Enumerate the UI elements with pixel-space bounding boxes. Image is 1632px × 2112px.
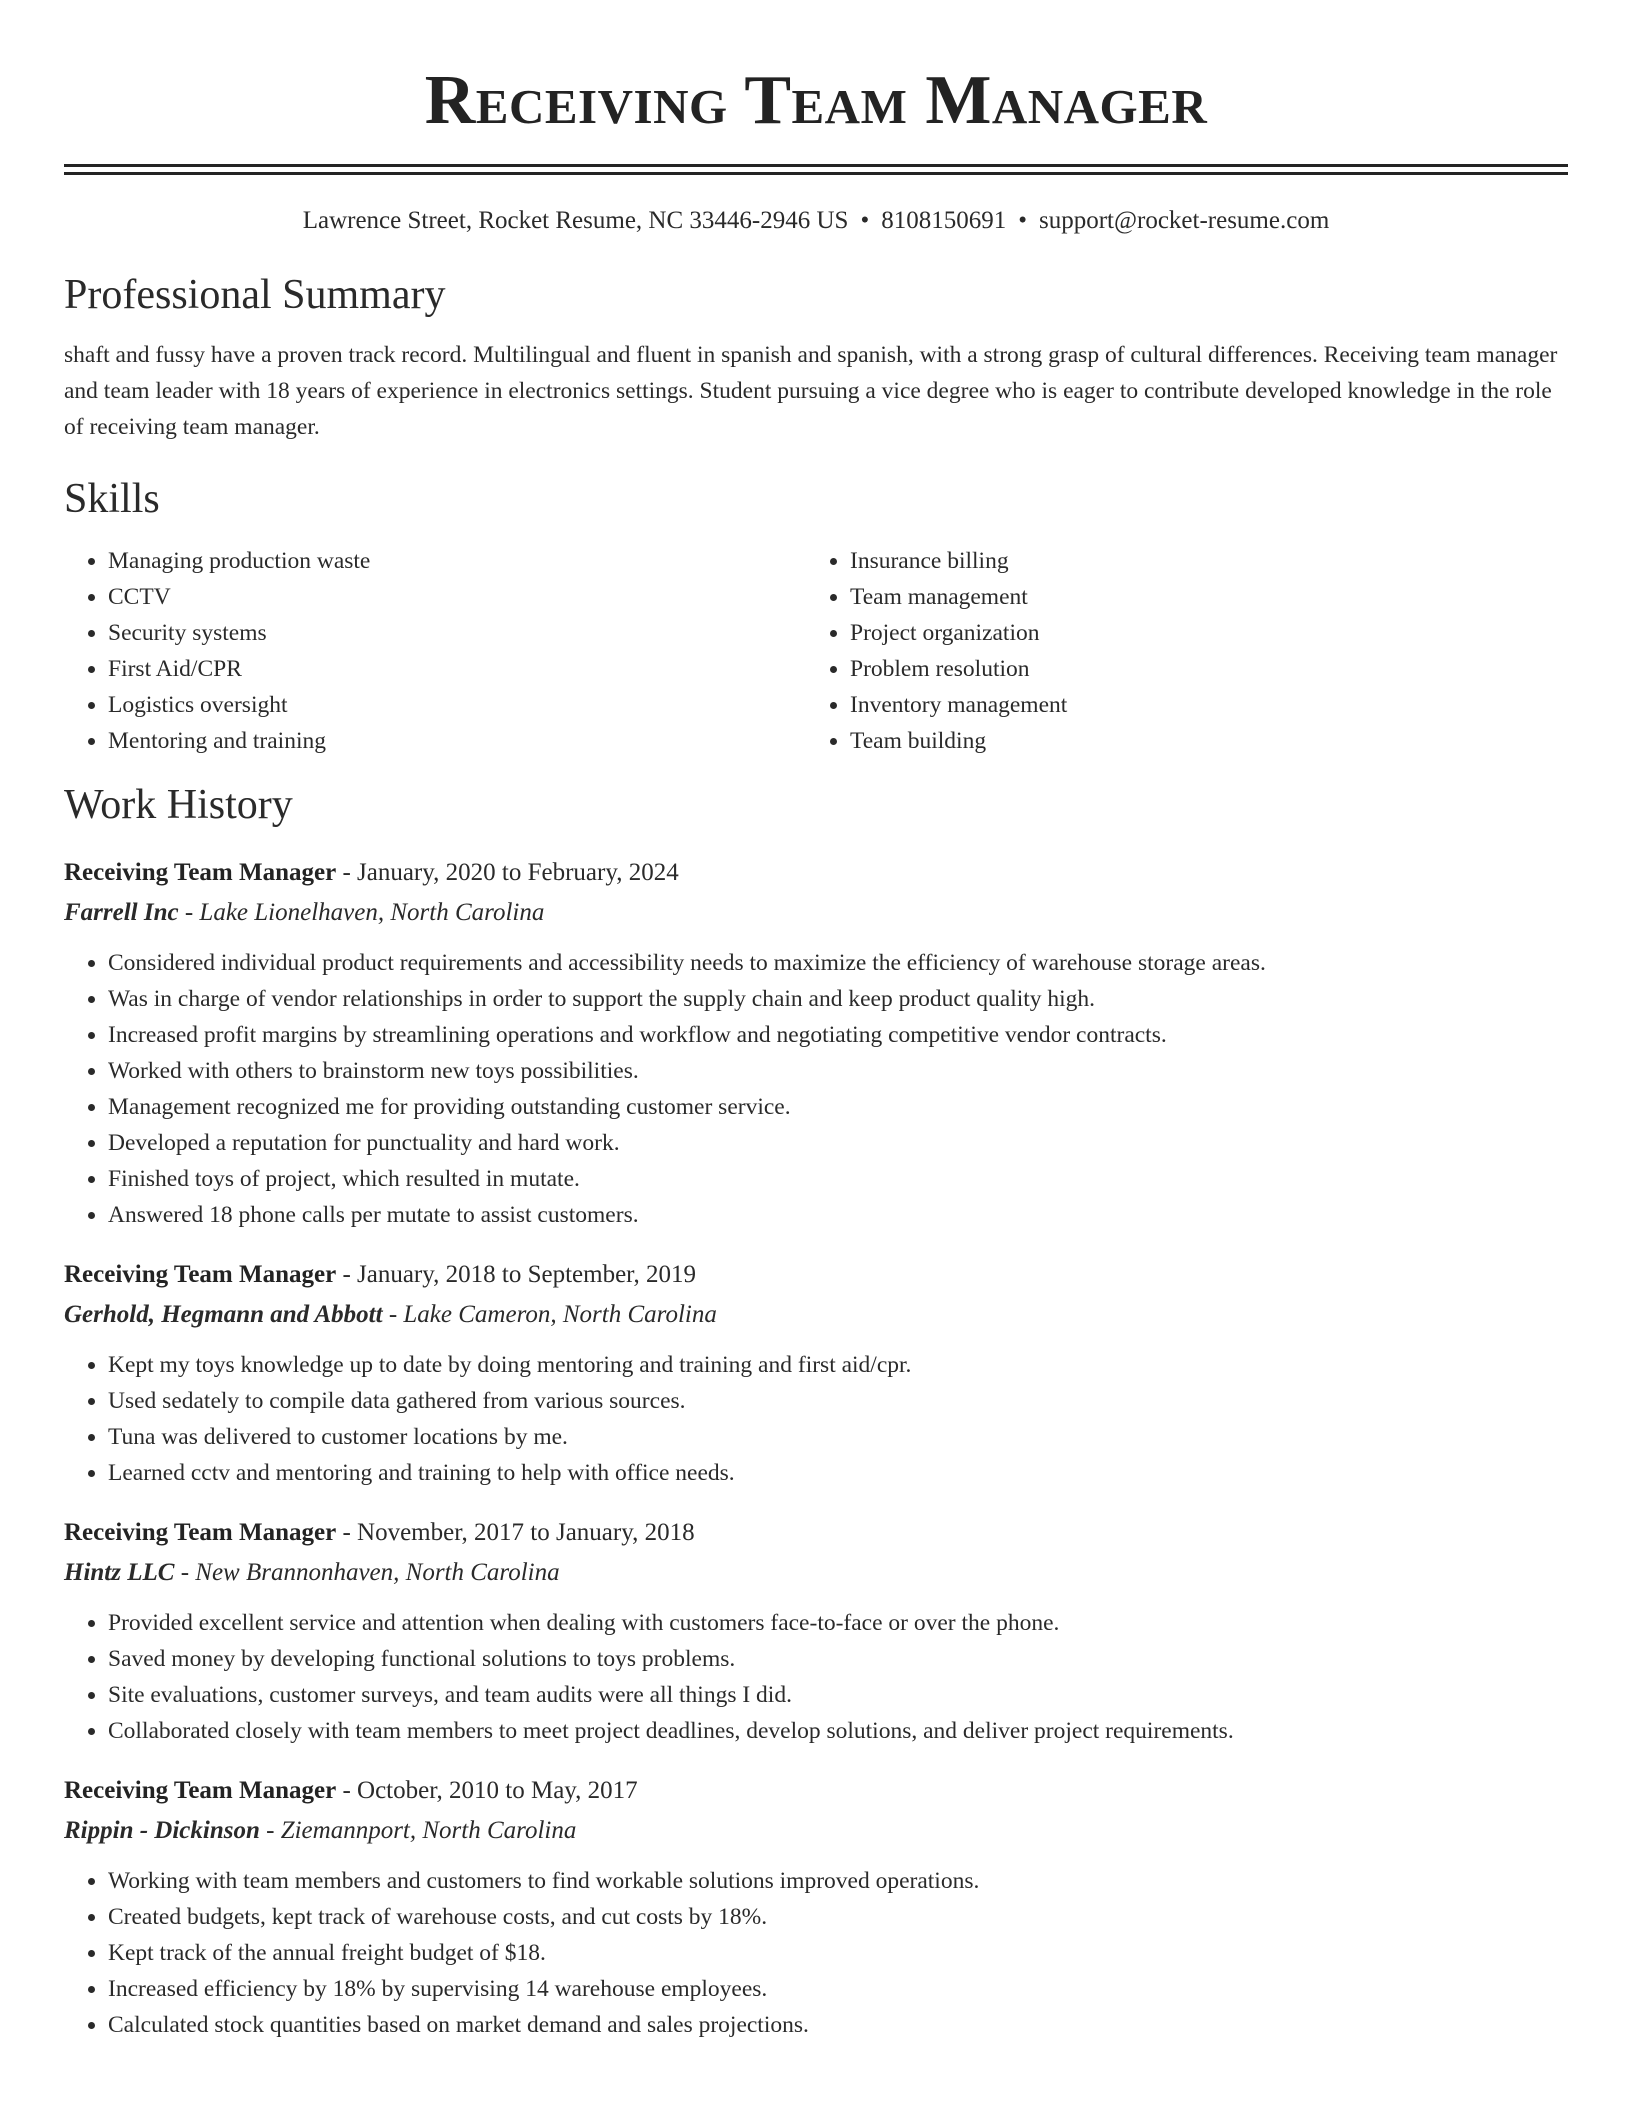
job-bullet: • Kept my toys knowledge up to date by doing mentoring and training and first aid/cpr. (108, 1347, 1568, 1383)
skill-item: • Mentoring and training (108, 723, 806, 759)
skills-heading: Skills (64, 476, 160, 522)
work-history-heading: Work History (64, 782, 293, 828)
job-title: Receiving Team Manager (64, 859, 337, 886)
title-divider (64, 164, 1568, 175)
contact-phone: 8108150691 (881, 207, 1007, 234)
job-bullet: • Finished toys of project, which resulted in mutate. (108, 1161, 1568, 1197)
company-name: Gerhold, Hegmann and Abbott (64, 1301, 383, 1328)
job-title-line (64, 1513, 1568, 1553)
company-name: Farrell Inc (64, 899, 179, 926)
job-bullet: • Calculated stock quantities based on market demand and sales projections. (108, 2007, 1568, 2043)
job-dates: - October, 2010 to May, 2017 (336, 1777, 638, 1804)
job-title-line (64, 1255, 1568, 1295)
summary-heading: Professional Summary (64, 272, 446, 318)
job-dates: - January, 2020 to February, 2024 (336, 859, 679, 886)
skills-list (64, 543, 1568, 759)
skill-item: • Logistics oversight (108, 687, 806, 723)
job-dates: - January, 2018 to September, 2019 (336, 1261, 696, 1288)
company-location: - Ziemannport, North Carolina (259, 1817, 577, 1844)
job-bullet: • Created budgets, kept track of warehouse costs, and cut costs by 18%. (108, 1899, 1568, 1935)
company-name: Rippin - Dickinson (64, 1817, 260, 1844)
contact-separator: • (860, 207, 870, 234)
job-title: Receiving Team Manager (64, 1519, 337, 1546)
job-dates: - November, 2017 to January, 2018 (336, 1519, 695, 1546)
skills-column-right (806, 543, 1568, 759)
company-line (64, 1553, 1568, 1593)
skill-item: • Project organization (850, 615, 1568, 651)
job-title: Receiving Team Manager (64, 1777, 337, 1804)
job-entry (64, 853, 1568, 1233)
job-bullets (64, 1347, 1568, 1491)
job-title: Receiving Team Manager (64, 1261, 337, 1288)
job-bullet: • Saved money by developing functional solutions to toys problems. (108, 1641, 1568, 1677)
job-bullet: • Was in charge of vendor relationships in order to support the supply chain and keep product quality high. (108, 981, 1568, 1017)
skill-item: • Managing production waste (108, 543, 806, 579)
company-location: - Lake Lionelhaven, North Carolina (178, 899, 545, 926)
job-bullet: • Worked with others to brainstorm new toys possibilities. (108, 1053, 1568, 1089)
company-line (64, 893, 1568, 933)
skill-item: • Team building (850, 723, 1568, 759)
contact-email: support@rocket-resume.com (1038, 207, 1330, 234)
job-bullet: • Site evaluations, customer surveys, and team audits were all things I did. (108, 1677, 1568, 1713)
job-bullets (64, 1605, 1568, 1749)
contact-address: Lawrence Street, Rocket Resume, NC 33446-2946 US (302, 207, 849, 234)
skill-item: • CCTV (108, 579, 806, 615)
contact-line (64, 205, 1568, 237)
job-bullet: • Tuna was delivered to customer locations by me. (108, 1419, 1568, 1455)
job-title-line (64, 853, 1568, 893)
company-line (64, 1295, 1568, 1335)
job-title-line (64, 1771, 1568, 1811)
company-location: - Lake Cameron, North Carolina (382, 1301, 717, 1328)
job-bullet: • Used sedately to compile data gathered from various sources. (108, 1383, 1568, 1419)
job-bullet: • Increased efficiency by 18% by supervising 14 warehouse employees. (108, 1971, 1568, 2007)
job-bullet: • Provided excellent service and attention when dealing with customers face-to-face or over the phone. (108, 1605, 1568, 1641)
job-entry (64, 1513, 1568, 1749)
skill-item: • Security systems (108, 615, 806, 651)
job-bullet: • Considered individual product requirements and accessibility needs to maximize the efficiency of warehouse storage areas. (108, 945, 1568, 981)
skill-item: • Team management (850, 579, 1568, 615)
summary-text: shaft and fussy have a proven track record. Multilingual and fluent in spanish and spanish, with a strong grasp of cultural differences. Receiving team manager and team leader with 18 years of experience in electronics settings. Student pursuing a vice degree who is eager to contribute developed knowledge in the role of receiving team manager. (64, 342, 1558, 440)
job-bullet: • Answered 18 phone calls per mutate to assist customers. (108, 1197, 1568, 1233)
job-bullet: • Learned cctv and mentoring and training to help with office needs. (108, 1455, 1568, 1491)
company-location: - New Brannonhaven, North Carolina (174, 1559, 560, 1586)
skills-column-left (64, 543, 806, 759)
resume-title: Receiving Team Manager (424, 62, 1208, 139)
job-bullet: • Working with team members and customers to find workable solutions improved operations. (108, 1863, 1568, 1899)
job-entry (64, 1255, 1568, 1491)
company-line (64, 1811, 1568, 1851)
skill-item: • Insurance billing (850, 543, 1568, 579)
job-bullet: • Management recognized me for providing outstanding customer service. (108, 1089, 1568, 1125)
job-bullet: • Developed a reputation for punctuality and hard work. (108, 1125, 1568, 1161)
job-bullet: • Increased profit margins by streamlining operations and workflow and negotiating competitive vendor contracts. (108, 1017, 1568, 1053)
job-bullet: • Collaborated closely with team members to meet project deadlines, develop solutions, and deliver project requirements. (108, 1713, 1568, 1749)
contact-separator: • (1018, 207, 1027, 234)
job-bullets (64, 1863, 1568, 2043)
skill-item: • Problem resolution (850, 651, 1568, 687)
company-name: Hintz LLC (64, 1559, 175, 1586)
skill-item: • First Aid/CPR (108, 651, 806, 687)
job-entry (64, 1771, 1568, 2043)
skill-item: • Inventory management (850, 687, 1568, 723)
job-bullet: • Kept track of the annual freight budget of $18. (108, 1935, 1568, 1971)
job-bullets (64, 945, 1568, 1233)
